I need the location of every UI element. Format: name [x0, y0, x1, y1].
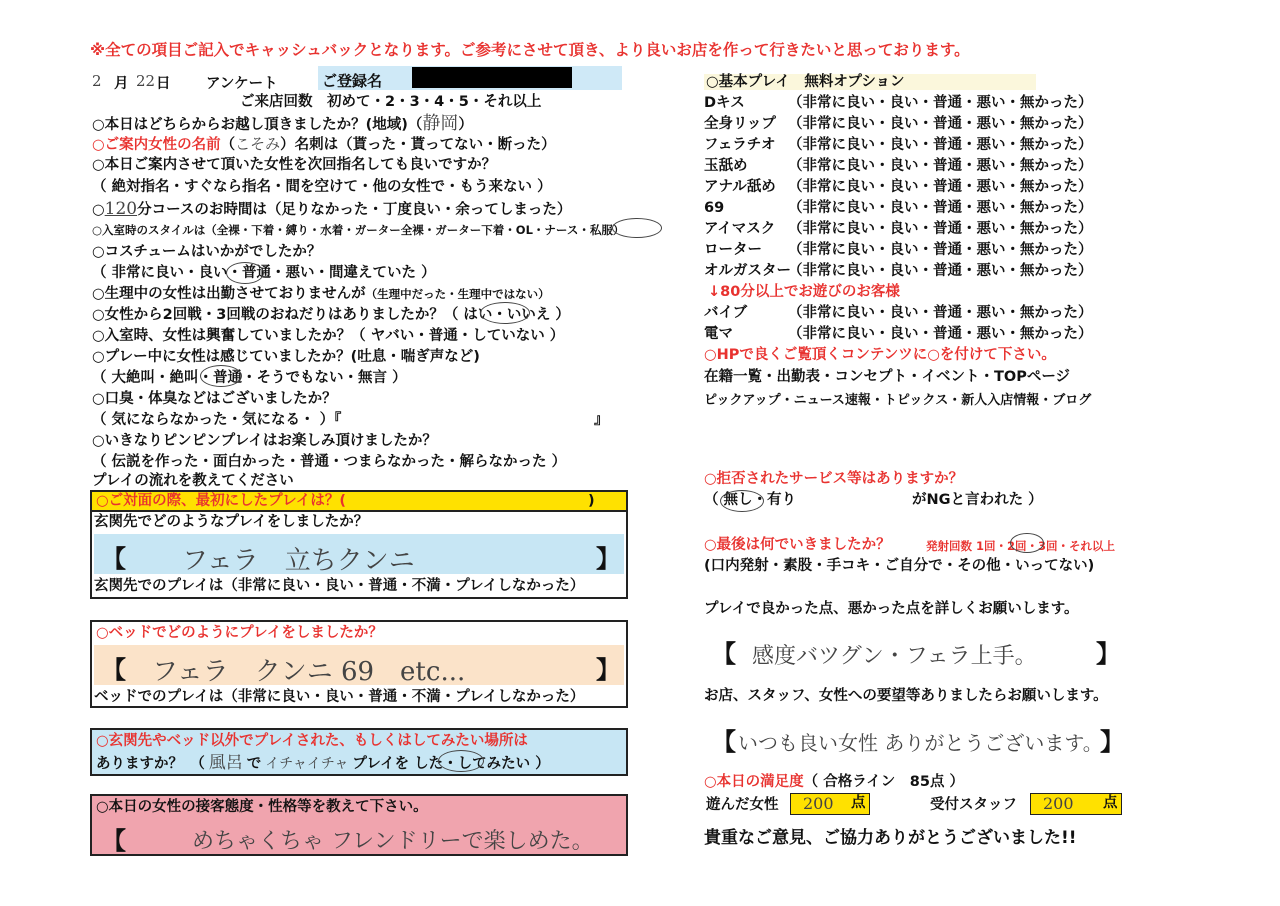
q-name-answer: こそみ — [235, 135, 281, 153]
q-period — [92, 284, 550, 305]
sec4-title: ○本日の女性の接客態度・性格等を教えて下さい。 — [96, 799, 428, 815]
mark-circle — [200, 365, 242, 387]
q-costume-opts: （ 非常に良い・良い・普通・悪い・間違えていた ） — [92, 265, 436, 281]
registered-name-label: ご登録名 — [322, 72, 383, 90]
q-course — [92, 199, 571, 221]
request-question: お店、スタッフ、女性への要望等ありましたらお願いします。 — [704, 688, 1108, 704]
option-rating-scale: （非常に良い・良い・普通・悪い・無かった） — [788, 305, 1093, 321]
sec3-place: 風呂 — [208, 753, 243, 773]
survey-label: アンケート — [206, 76, 278, 92]
option-rating-scale: （非常に良い・良い・普通・悪い・無かった） — [788, 263, 1093, 279]
option-label: 全身リップ — [704, 116, 776, 132]
q-name-open: （ — [220, 137, 236, 153]
option-label: 69 — [704, 200, 725, 216]
option-label: フェラチオ — [704, 137, 776, 153]
option-label: ローター — [704, 242, 762, 258]
option-label: 玉舐め — [704, 158, 748, 174]
q-odor-opts: （ 気にならなかった・気になる・ ）『 — [92, 412, 342, 428]
played-girl-score: 200 — [803, 794, 834, 813]
sec4-answer: めちゃくちゃ フレンドリーで楽しめた。 — [192, 829, 594, 854]
q-course-rest: 分コースのお時間は（足りなかった・丁度良い・余ってしまった） — [137, 202, 572, 218]
finish-options: (口内発射・素股・手コキ・ご自分で・その他・いってない) — [704, 558, 1095, 574]
cashback-notice: ※全ての項目ご記入でキャッシュバックとなります。ご参考にさせて頂き、より良いお店を作って行きたいと思っております。 — [90, 41, 970, 59]
q-pinpin-opts: （ 伝説を作った・面白かった・普通・つまらなかった・解らなかった ） — [92, 454, 567, 470]
option-rating-scale: （非常に良い・良い・普通・悪い・無かった） — [788, 242, 1093, 258]
option-rating-scale: （非常に良い・良い・普通・悪い・無かった） — [788, 221, 1093, 237]
q-style: ○入室時のスタイルは（全裸・下着・縛り・水着・ガーター全裸・ガーター下着・OL・ナース・私服） — [92, 223, 625, 237]
q-excited: ○入室時、女性は興奮していましたか？（ ヤバい・普通・していない ） — [92, 328, 565, 344]
sec3-line2-b: で — [246, 756, 262, 772]
q-feel-opts: （ 大絶叫・絶叫・普通・そうでもない・無言 ） — [92, 370, 407, 386]
sec3-line2-a: ありますか？ （ — [96, 756, 205, 772]
good-bad-bracket-open: 【 — [712, 640, 736, 668]
visit-count: ご来店回数 初めて・2・3・4・5・それ以上 — [240, 94, 542, 110]
sec3-line2-c: プレイを した・してみたい ） — [352, 756, 550, 772]
sec4-body — [90, 794, 628, 856]
sec1-question: 玄関先でどのようなプレイをしましたか？ — [94, 514, 369, 530]
request-bracket-open: 【 — [712, 728, 736, 756]
q-area-close: ） — [458, 117, 473, 133]
basic-play-title: ○基本プレイ 無料オプション — [706, 74, 905, 90]
over80-label: ↓80分以上でお遊びのお客様 — [708, 284, 900, 300]
option-label: バイブ — [704, 305, 748, 321]
flow-label: プレイの流れを教えてください — [92, 473, 294, 489]
q-course-answer: 120 — [104, 199, 138, 219]
sec1-title: ○ご対面の際、最初にしたプレイは？( — [96, 493, 346, 509]
sec1-eval: 玄関先でのプレイは（非常に良い・良い・普通・不満・プレイしなかった） — [94, 578, 585, 594]
reception-score-box — [1030, 793, 1122, 815]
q-renominate-opts: （ 絶対指名・すぐなら指名・間を空けて・他の女性で・もう来ない ） — [92, 179, 552, 195]
sec2-bracket-close: 】 — [596, 656, 620, 684]
reception-label: 受付スタッフ — [930, 797, 1017, 813]
sec3-body — [90, 728, 628, 776]
sec1-answer: フェラ 立ちクンニ — [182, 546, 415, 576]
hp-question: ○HPで良くご覧頂くコンテンツに○を付けて下さい。 — [704, 347, 1056, 363]
sec3-title: ○玄関先やベッド以外でプレイされた、もしくはしてみたい場所は — [96, 733, 528, 749]
thanks-message: 貴重なご意見、ご協力ありがとうございました!! — [704, 828, 1077, 848]
refused-options: （ 無し・有り がNGと言われた ） — [704, 492, 1043, 508]
q-area-text: ○本日はどちらからお越し頂きましたか？(地域)（ — [92, 117, 423, 133]
played-girl-score-box — [790, 793, 870, 815]
sec2-bracket-open: 【 — [102, 656, 126, 684]
satisfaction-row — [704, 772, 964, 793]
good-bad-answer: 感度バツグン・フェラ上手。 — [752, 644, 1037, 669]
reception-score: 200 — [1043, 794, 1074, 813]
q-odor-close: 』 — [594, 412, 609, 428]
date-day: 22 — [136, 72, 156, 90]
option-rating-scale: （非常に良い・良い・普通・悪い・無かった） — [788, 116, 1093, 132]
sec1-title-close: ) — [588, 493, 595, 509]
sec1-title-panel — [90, 490, 628, 512]
sec1-body — [90, 511, 628, 599]
q-name-rest: ）名刺は（貰った・貰ってない・断った） — [280, 137, 556, 153]
mark-circle — [480, 302, 530, 324]
request-answer: いつも良い女性 ありがとうございます。 — [738, 731, 1103, 755]
sec3-play: イチャイチャ — [265, 756, 349, 772]
satisfaction-line: （ 合格ライン 85点 ） — [803, 774, 964, 790]
q-round2: ○女性から2回戦・3回戦のおねだりはありましたか？（ はい・いいえ ） — [92, 307, 570, 323]
hp-row1: 在籍一覧・出勤表・コンセプト・イベント・TOPページ — [704, 369, 1071, 385]
q-area-answer: 静岡 — [422, 113, 459, 134]
good-bad-question: プレイで良かった点、悪かった点を詳しくお願いします。 — [704, 601, 1079, 617]
option-label: アナル舐め — [704, 179, 776, 195]
option-label: アイマスク — [704, 221, 776, 237]
q-course-prefix: ○ — [92, 202, 105, 218]
sec1-bracket-open: 【 — [102, 545, 126, 573]
mark-circle — [612, 218, 662, 238]
q-area — [92, 113, 473, 136]
sec4-bracket-open: 【 — [102, 827, 126, 855]
q-name-prefix: ○ご案内女性の名前 — [92, 137, 221, 153]
q-pinpin: ○いきなりピンピンプレイはお楽しみ頂けましたか？ — [92, 433, 437, 449]
q-odor: ○口臭・体臭などはございましたか？ — [92, 391, 337, 407]
sec2-eval: ベッドでのプレイは（非常に良い・良い・普通・不満・プレイしなかった） — [94, 689, 585, 705]
option-label: オルガスター — [704, 263, 791, 279]
option-rating-scale: （非常に良い・良い・普通・悪い・無かった） — [788, 326, 1093, 342]
q-costume: ○コスチュームはいかがでしたか？ — [92, 244, 322, 260]
finish-question: ○最後は何でいきましたか？ — [704, 537, 891, 553]
option-rating-scale: （非常に良い・良い・普通・悪い・無かった） — [788, 95, 1093, 111]
q-period-opts: （生理中だった・生理中ではない） — [365, 287, 550, 301]
finish-count: 発射回数 1回・2回・3回・それ以上 — [926, 539, 1116, 553]
date-day-label: 日 — [156, 76, 171, 92]
sec1-bracket-close: 】 — [596, 545, 620, 573]
option-rating-scale: （非常に良い・良い・普通・悪い・無かった） — [788, 179, 1093, 195]
mark-circle — [720, 490, 764, 512]
mark-circle — [1010, 533, 1044, 553]
redacted-name-bar — [412, 67, 572, 88]
played-girl-unit: 点 — [851, 795, 866, 811]
played-girl-label: 遊んだ女性 — [706, 797, 779, 813]
good-bad-bracket-close: 】 — [1096, 640, 1120, 668]
q-name — [92, 134, 556, 156]
option-rating-scale: （非常に良い・良い・普通・悪い・無かった） — [788, 137, 1093, 153]
option-rating-scale: （非常に良い・良い・普通・悪い・無かった） — [788, 158, 1093, 174]
hp-row2: ピックアップ・ニュース速報・トピックス・新人入店情報・ブログ — [704, 393, 1092, 408]
q-feel: ○プレー中に女性は感じていましたか？(吐息・喘ぎ声など) — [92, 349, 480, 365]
satisfaction-title: ○本日の満足度 — [704, 774, 804, 790]
refused-question: ○拒否されたサービス等はありますか？ — [704, 471, 964, 487]
request-bracket-close: 】 — [1100, 728, 1124, 756]
date-month: 2 — [92, 72, 102, 90]
sec2-answer: フェラ クンニ 69 etc... — [152, 657, 466, 687]
sec2-title: ○ベッドでどのようにプレイをしましたか？ — [96, 625, 383, 641]
option-label: Dキス — [704, 95, 745, 111]
option-label: 電マ — [704, 326, 733, 342]
mark-circle — [438, 750, 484, 772]
q-period-main: ○生理中の女性は出勤させておりませんが — [92, 286, 366, 302]
option-rating-scale: （非常に良い・良い・普通・悪い・無かった） — [788, 200, 1093, 216]
mark-circle — [226, 262, 264, 284]
date-month-label: 月 — [114, 76, 129, 92]
sec2-body — [90, 620, 628, 708]
reception-unit: 点 — [1103, 795, 1118, 811]
q-renominate: ○本日ご案内させて頂いた女性を次回指名しても良いですか？ — [92, 157, 497, 173]
